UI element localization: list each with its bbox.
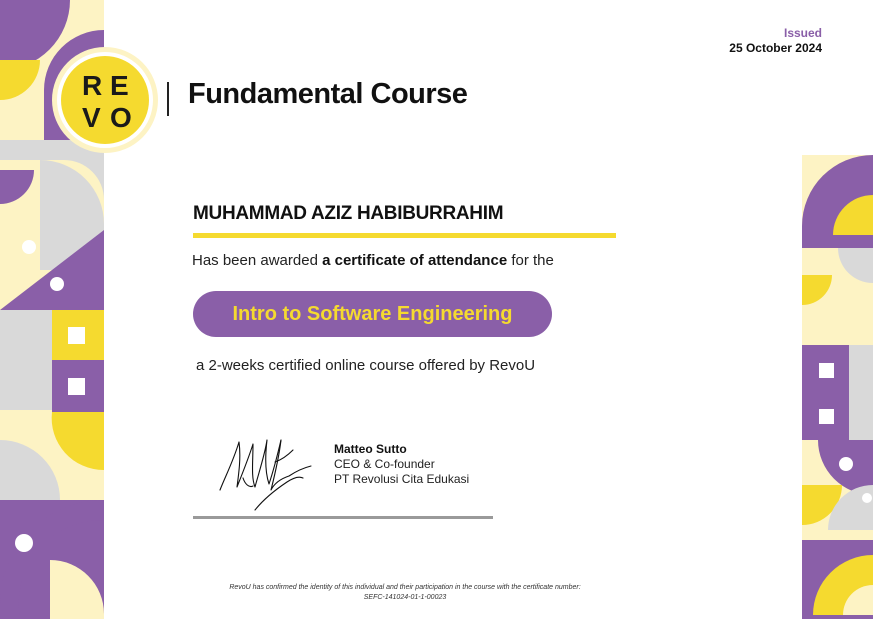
signatory-company: PT Revolusi Cita Edukasi — [334, 472, 470, 486]
issued-label: Issued — [783, 26, 822, 40]
signatory-name: Matteo Sutto — [334, 442, 407, 456]
logo-letter-r: R — [82, 70, 103, 101]
course-title: Fundamental Course — [188, 78, 468, 110]
issued-block — [729, 26, 822, 55]
footer-statement: RevoU has confirmed the identity of this individual and their participation in the course with the certificate number: — [229, 584, 581, 591]
title-divider — [167, 82, 169, 116]
signatory-role: CEO & Co-founder — [334, 457, 435, 471]
award-suffix: for the — [511, 252, 554, 269]
logo-letter-o: O — [110, 102, 132, 133]
issued-date: 25 October 2024 — [729, 41, 822, 55]
signature-image — [215, 432, 325, 514]
logo-letter-v: V — [82, 102, 101, 133]
revo-logo — [50, 45, 160, 155]
program-name: Intro to Software Engineering — [232, 302, 513, 325]
recipient-name: MUHAMMAD AZIZ HABIBURRAHIM — [193, 203, 504, 224]
signature-line — [193, 516, 493, 519]
right-decorative-pattern — [802, 155, 873, 619]
award-emphasis: a certificate of attendance — [322, 252, 508, 269]
certificate-footer — [160, 583, 650, 602]
program-badge — [193, 291, 552, 337]
award-prefix: Has been awarded — [192, 252, 318, 269]
logo-letter-e: E — [110, 70, 129, 101]
certificate-number: SEFC-141024-01-1-00023 — [363, 593, 447, 601]
signatory-block — [334, 442, 469, 487]
recipient-underline — [193, 233, 616, 238]
award-statement — [192, 252, 554, 269]
course-description: a 2-weeks certified online course offered by RevoU — [196, 357, 536, 374]
